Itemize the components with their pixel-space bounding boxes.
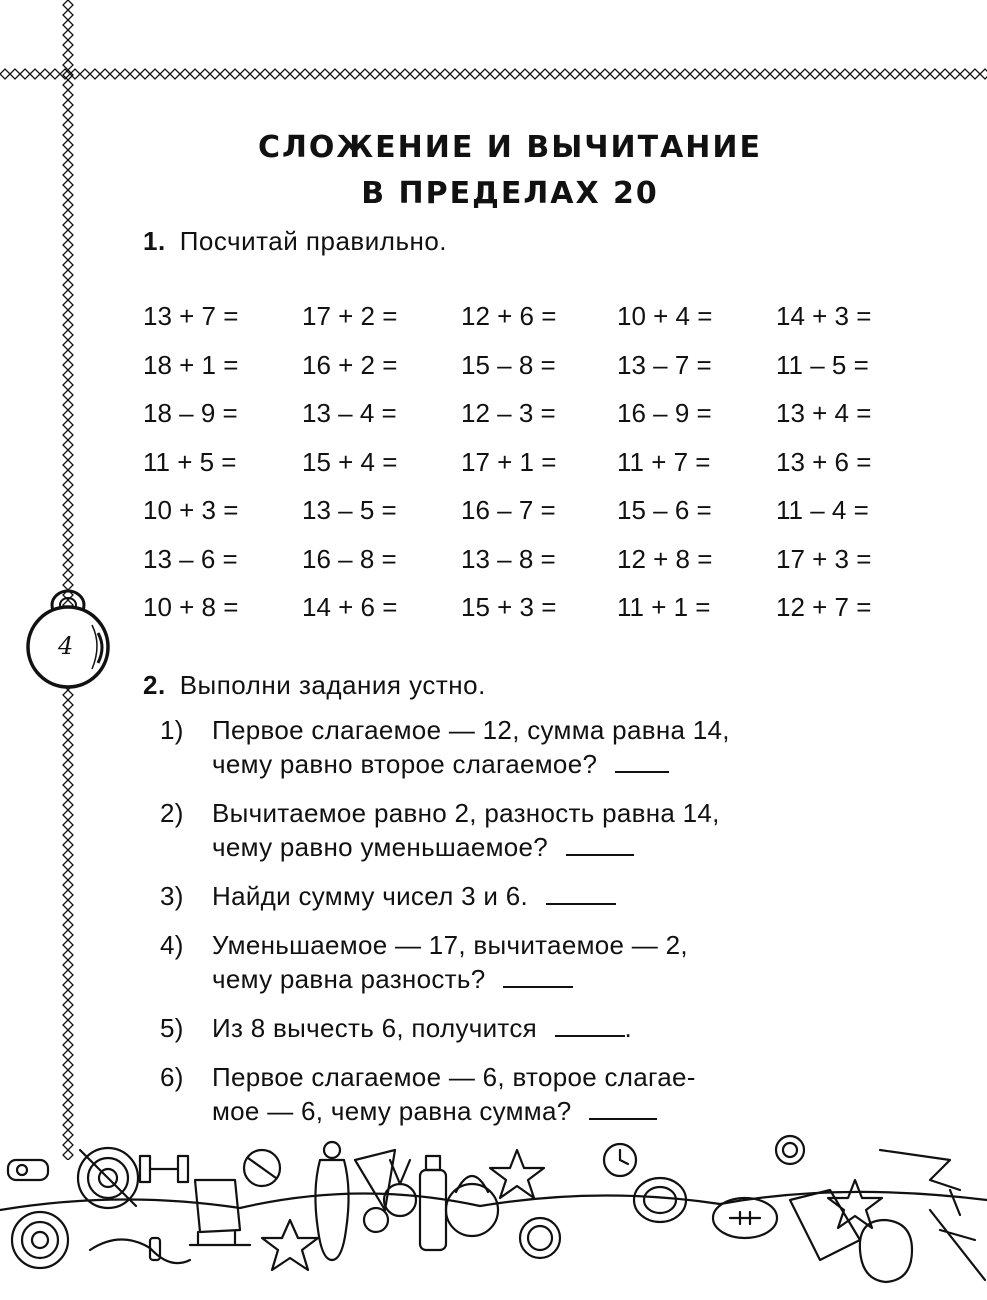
exercise-cell: 15 – 8 =	[461, 349, 556, 380]
item-text	[212, 1060, 880, 1128]
exercise-cell: 13 – 4 =	[302, 398, 397, 428]
exercise-cell: 17 + 2 =	[302, 301, 398, 331]
item-line-text: чему равна разность?	[212, 964, 486, 994]
item-line	[212, 928, 880, 962]
top-decorative-border	[0, 67, 987, 83]
answer-blank[interactable]	[555, 1015, 625, 1037]
item-number: 3)	[160, 881, 184, 911]
list-item	[160, 928, 880, 996]
exercise-cell: 11 + 7 =	[617, 446, 711, 477]
item-line	[212, 879, 880, 913]
exercise-cell: 13 – 7 =	[617, 349, 712, 380]
left-decorative-border	[61, 0, 77, 1160]
exercise-cell: 10 + 8 =	[143, 592, 239, 622]
exercise-cell: 11 + 1 =	[617, 592, 711, 622]
exercise-cell: 18 – 9 =	[143, 398, 238, 428]
sports-equipment-border	[0, 1120, 987, 1300]
page-number: 4	[58, 632, 74, 660]
exercise-cell: 11 – 4 =	[776, 495, 869, 525]
task-1-instruction: Посчитай правильно.	[179, 226, 448, 256]
exercise-cell: 13 – 6 =	[143, 543, 238, 574]
answer-blank[interactable]	[615, 751, 669, 773]
item-line	[212, 1011, 880, 1045]
item-text	[212, 796, 880, 864]
exercise-cell: 12 + 8 =	[617, 543, 713, 574]
exercise-cell: 16 + 2 =	[302, 349, 398, 380]
answer-blank[interactable]	[566, 834, 634, 856]
list-item	[160, 879, 880, 913]
item-line	[212, 962, 880, 996]
exercise-cell: 13 – 8 =	[461, 543, 556, 574]
item-text	[212, 928, 880, 996]
task-2-list	[160, 713, 880, 1143]
exercise-cell: 17 + 1 =	[461, 446, 557, 477]
exercise-cell: 10 + 3 =	[143, 495, 239, 525]
exercise-grid	[143, 297, 903, 637]
exercise-cell: 13 + 6 =	[776, 446, 872, 477]
task-2-number: 2.	[143, 670, 166, 700]
exercise-cell: 12 + 6 =	[461, 301, 557, 331]
kettlebell-icon	[20, 585, 130, 695]
page-title	[140, 125, 880, 217]
exercise-cell: 16 – 8 =	[302, 543, 397, 574]
item-number: 1)	[160, 715, 184, 745]
task-2-heading	[143, 670, 486, 701]
list-item	[160, 1011, 880, 1045]
item-line-text: Уменьшаемое — 17, вычитаемое — 2,	[212, 930, 688, 960]
exercise-cell: 15 – 6 =	[617, 495, 712, 525]
period: .	[624, 1013, 633, 1043]
list-item	[160, 713, 880, 781]
exercise-cell: 12 – 3 =	[461, 398, 556, 428]
exercise-cell: 15 + 4 =	[302, 446, 398, 477]
item-line	[212, 713, 880, 747]
item-line	[212, 747, 880, 781]
list-item	[160, 1060, 880, 1128]
item-line-text: Из 8 вычесть 6, получится	[212, 1013, 538, 1043]
exercise-cell: 14 + 3 =	[776, 301, 872, 331]
exercise-cell: 18 + 1 =	[143, 349, 239, 380]
exercise-cell: 11 + 5 =	[143, 446, 237, 477]
exercise-cell: 13 + 7 =	[143, 301, 239, 331]
exercise-cell: 13 – 5 =	[302, 495, 397, 525]
item-line-text: мое — 6, чему равна сумма?	[212, 1096, 572, 1126]
exercise-cell: 17 + 3 =	[776, 543, 872, 574]
exercise-cell: 11 – 5 =	[776, 349, 869, 380]
title-line-2: В ПРЕДЕЛАХ 20	[361, 176, 659, 211]
item-number: 6)	[160, 1062, 184, 1092]
item-text	[212, 713, 880, 781]
answer-blank[interactable]	[503, 966, 573, 988]
item-line-text: Найди сумму чисел 3 и 6.	[212, 881, 529, 911]
item-text	[212, 1011, 880, 1045]
item-line	[212, 796, 880, 830]
item-text	[212, 879, 880, 913]
item-line-text: Вычитаемое равно 2, разность равна 14,	[212, 798, 720, 828]
item-number: 4)	[160, 930, 184, 960]
item-line-text: чему равно уменьшаемое?	[212, 832, 549, 862]
exercise-cell: 16 – 7 =	[461, 495, 556, 525]
exercise-cell: 16 – 9 =	[617, 398, 712, 428]
item-line-text: чему равно второе слагаемое?	[212, 749, 598, 779]
task-2-instruction: Выполни задания устно.	[179, 670, 486, 700]
item-line-text: Первое слагаемое — 12, сумма равна 14,	[212, 715, 730, 745]
list-item	[160, 796, 880, 864]
title-line-1: СЛОЖЕНИЕ И ВЫЧИТАНИЕ	[257, 130, 763, 165]
exercise-cell: 15 + 3 =	[461, 592, 557, 622]
exercise-cell: 13 + 4 =	[776, 398, 872, 428]
item-line	[212, 830, 880, 864]
item-number: 2)	[160, 798, 184, 828]
answer-blank[interactable]	[546, 883, 616, 905]
task-1-number: 1.	[143, 226, 166, 256]
exercise-cell: 14 + 6 =	[302, 592, 398, 622]
exercise-cell: 12 + 7 =	[776, 592, 872, 622]
exercise-cell: 10 + 4 =	[617, 301, 713, 331]
item-line	[212, 1060, 880, 1094]
answer-blank[interactable]	[589, 1098, 657, 1120]
item-number: 5)	[160, 1013, 184, 1043]
item-line-text: Первое слагаемое — 6, второе слагае-	[212, 1062, 696, 1092]
task-1-heading	[143, 226, 447, 257]
